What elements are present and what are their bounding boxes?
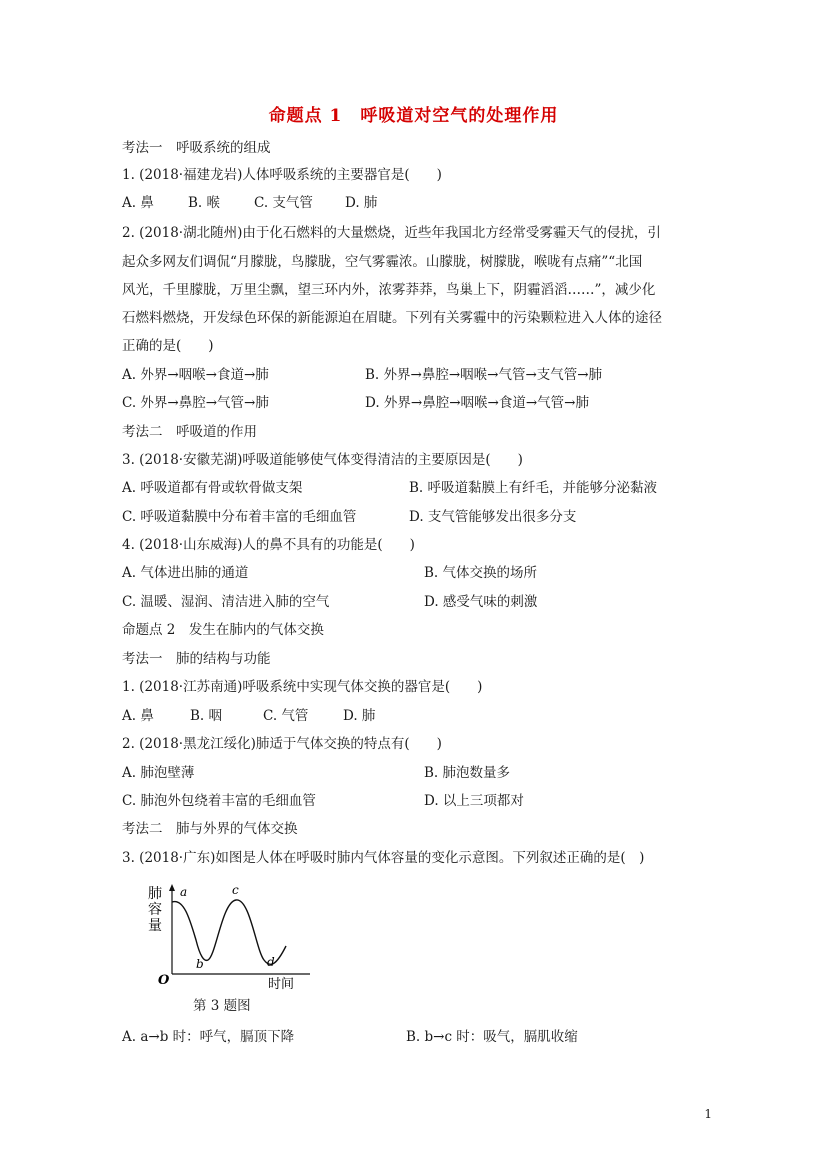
question-2-line-1: 2. (2018·湖北随州)由于化石燃料的大量燃烧，近些年我国北方经常受雾霾天气的侵扰，引 [122,225,661,241]
option-b: B. 咽 [190,708,223,724]
x-axis-label: 时间 [268,977,295,990]
option-b: B. 气体交换的场所 [424,565,538,581]
option-a: A. 鼻 [122,195,154,211]
lung-volume-figure [140,880,310,990]
page-number: 1 [704,1107,712,1121]
option-c: C. 气管 [263,708,309,724]
y-axis-arrow [169,884,175,891]
option-a: A. 气体进出肺的通道 [122,565,249,581]
option-a: A. 肺泡壁薄 [122,765,195,781]
option-d: D. 肺 [345,195,378,211]
point-d-label: d [267,955,275,969]
question-4-stem: 4. (2018·山东威海)人的鼻不具有的功能是( ) [122,537,415,553]
origin-label: O [158,973,170,988]
option-b: B. 喉 [188,195,221,211]
question-2-line-5: 正确的是( ) [122,338,214,354]
question-3-stem: 3. (2018·安徽芜湖)呼吸道能够使气体变得清洁的主要原因是( ) [122,452,523,468]
option-a: A. 外界→咽喉→食道→肺 [122,367,269,383]
option-c: C. 温暖、湿润、清洁进入肺的空气 [122,594,330,610]
question-5-stem: 1. (2018·江苏南通)呼吸系统中实现气体交换的器官是( ) [122,679,483,695]
y-axis-label-line-2: 容 [148,902,162,918]
method-heading-4: 考法二 肺与外界的气体交换 [122,821,298,837]
option-d: D. 外界→鼻腔→咽喉→食道→气管→肺 [365,395,589,411]
option-c: C. 支气管 [254,195,313,211]
option-b: B. 呼吸道黏膜上有纤毛，并能够分泌黏液 [409,480,658,496]
option-d: D. 肺 [343,708,376,724]
question-2-line-3: 风光，千里朦胧，万里尘飘，望三环内外，浓雾莽莽，鸟巢上下，阴霾滔滔……”，减少化 [122,282,656,298]
option-d: D. 感受气味的刺激 [424,594,538,610]
option-a: A. a→b 时：呼气，膈顶下降 [122,1029,295,1045]
option-c: C. 外界→鼻腔→气管→肺 [122,395,269,411]
figure-caption: 第 3 题图 [193,998,251,1014]
page-title: 命题点 1 呼吸道对空气的处理作用 [268,106,559,126]
y-axis-label-line-3: 量 [148,918,162,934]
question-1-stem: 1. (2018·福建龙岩)人体呼吸系统的主要器官是( ) [122,167,442,183]
option-a: A. 呼吸道都有骨或软骨做支架 [122,480,303,496]
method-heading-2: 考法二 呼吸道的作用 [122,424,257,440]
question-2-line-2: 起众多网友们调侃“月朦胧，鸟朦胧，空气雾霾浓。山朦胧，树朦胧，喉咙有点痛”“北国 [122,254,643,270]
y-axis-label-line-1: 肺 [148,886,162,902]
question-7-stem: 3. (2018·广东)如图是人体在呼吸时肺内气体容量的变化示意图。下列叙述正确的是( ) [122,850,645,866]
option-b: B. b→c 时：吸气，膈肌收缩 [406,1029,578,1045]
method-heading-1: 考法一 呼吸系统的组成 [122,140,271,156]
point-a-label: a [180,885,188,899]
question-6-stem: 2. (2018·黑龙江绥化)肺适于气体交换的特点有( ) [122,736,442,752]
option-a: A. 鼻 [122,708,154,724]
option-b: B. 肺泡数量多 [424,765,511,781]
method-heading-3: 考法一 肺的结构与功能 [122,651,271,667]
option-d: D. 支气管能够发出很多分支 [409,509,577,525]
question-2-line-4: 石燃料燃烧，开发绿色环保的新能源迫在眉睫。下列有关雾霾中的污染颗粒进入人体的途径 [122,310,662,326]
section-2-heading: 命题点 2 发生在肺内的气体交换 [122,622,324,638]
option-b: B. 外界→鼻腔→咽喉→气管→支气管→肺 [365,367,603,383]
option-d: D. 以上三项都对 [424,793,524,809]
point-b-label: b [196,957,204,971]
point-c-label: c [232,883,239,897]
option-c: C. 呼吸道黏膜中分布着丰富的毛细血管 [122,509,357,525]
option-c: C. 肺泡外包绕着丰富的毛细血管 [122,793,316,809]
